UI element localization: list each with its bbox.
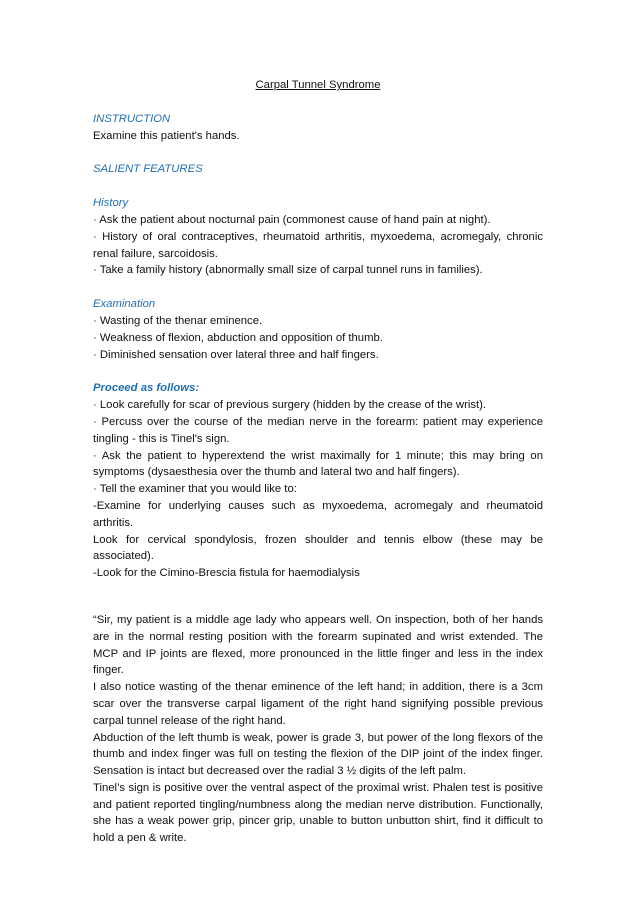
page-title: Carpal Tunnel Syndrome bbox=[255, 79, 381, 91]
presentation-paragraph: Tinel’s sign is positive over the ventral aspect of the proximal wrist. Phalen test is positive and patient reported tingling/numbness along the median nerve distribution. Functionally, she has a weak power grip, pincer grip, unable to button unbutton shirt, find it difficult to hold a pen & write. bbox=[93, 781, 543, 845]
presentation-paragraph: I also notice wasting of the thenar eminence of the left hand; in addition, there is a 3cm scar over the transverse carpal ligament of the right hand signifying possible previous carpal tunnel release of the right hand. bbox=[93, 681, 543, 727]
proceed-item: -Look for the Cimino-Brescia fistula for haemodialysis bbox=[93, 567, 360, 580]
history-section bbox=[93, 195, 543, 279]
case-presentation bbox=[93, 612, 543, 847]
proceed-item: Look for cervical spondylosis, frozen shoulder and tennis elbow (these may be associated). bbox=[93, 533, 543, 563]
salient-features-heading: SALIENT FEATURES bbox=[93, 163, 203, 176]
proceed-item: -Examine for underlying causes such as myxoedema, acromegaly and rheumatoid arthritis. bbox=[93, 499, 543, 529]
instruction-text: Examine this patient's hands. bbox=[93, 129, 240, 142]
history-item: · History of oral contraceptives, rheumatoid arthritis, myxoedema, acromegaly, chronic renal failure, sarcoidosis. bbox=[93, 230, 543, 260]
examination-item: · Wasting of the thenar eminence. bbox=[93, 314, 263, 327]
instruction-section bbox=[93, 111, 543, 145]
examination-heading: Examination bbox=[93, 298, 156, 311]
examination-item: · Diminished sensation over lateral three and half fingers. bbox=[93, 348, 379, 361]
proceed-item: · Ask the patient to hyperextend the wrist maximally for 1 minute; this may bring on symptoms (dysaesthesia over the thumb and lateral two and half fingers). bbox=[93, 449, 543, 479]
history-heading: History bbox=[93, 197, 129, 210]
proceed-item: · Look carefully for scar of previous surgery (hidden by the crease of the wrist). bbox=[93, 399, 487, 412]
history-item: · Ask the patient about nocturnal pain (commonest cause of hand pain at night). bbox=[93, 213, 491, 226]
instruction-heading: INSTRUCTION bbox=[93, 112, 171, 125]
examination-section bbox=[93, 296, 543, 363]
proceed-section bbox=[93, 380, 543, 582]
proceed-item: · Percuss over the course of the median nerve in the forearm: patient may experience tingling - this is Tinel's sign. bbox=[93, 415, 543, 445]
history-item: · Take a family history (abnormally small size of carpal tunnel runs in families). bbox=[93, 264, 483, 277]
proceed-heading: Proceed as follows: bbox=[93, 382, 200, 395]
proceed-item: · Tell the examiner that you would like to: bbox=[93, 483, 297, 496]
presentation-paragraph: Abduction of the left thumb is weak, power is grade 3, but power of the long flexors of the thumb and index finger was full on testing the flexion of the DIP joint of the index finger. Sensation is intact but decreased over the radial 3 ½ digits of the left palm. bbox=[93, 731, 543, 778]
presentation-paragraph: “Sir, my patient is a middle age lady who appears well. On inspection, both of her hands are in the normal resting position with the forearm supinated and wrist extended. The MCP and IP joints are flexed, more pronounced in the little finger and less in the index finger. bbox=[93, 613, 543, 677]
examination-item: · Weakness of flexion, abduction and opposition of thumb. bbox=[93, 331, 383, 344]
